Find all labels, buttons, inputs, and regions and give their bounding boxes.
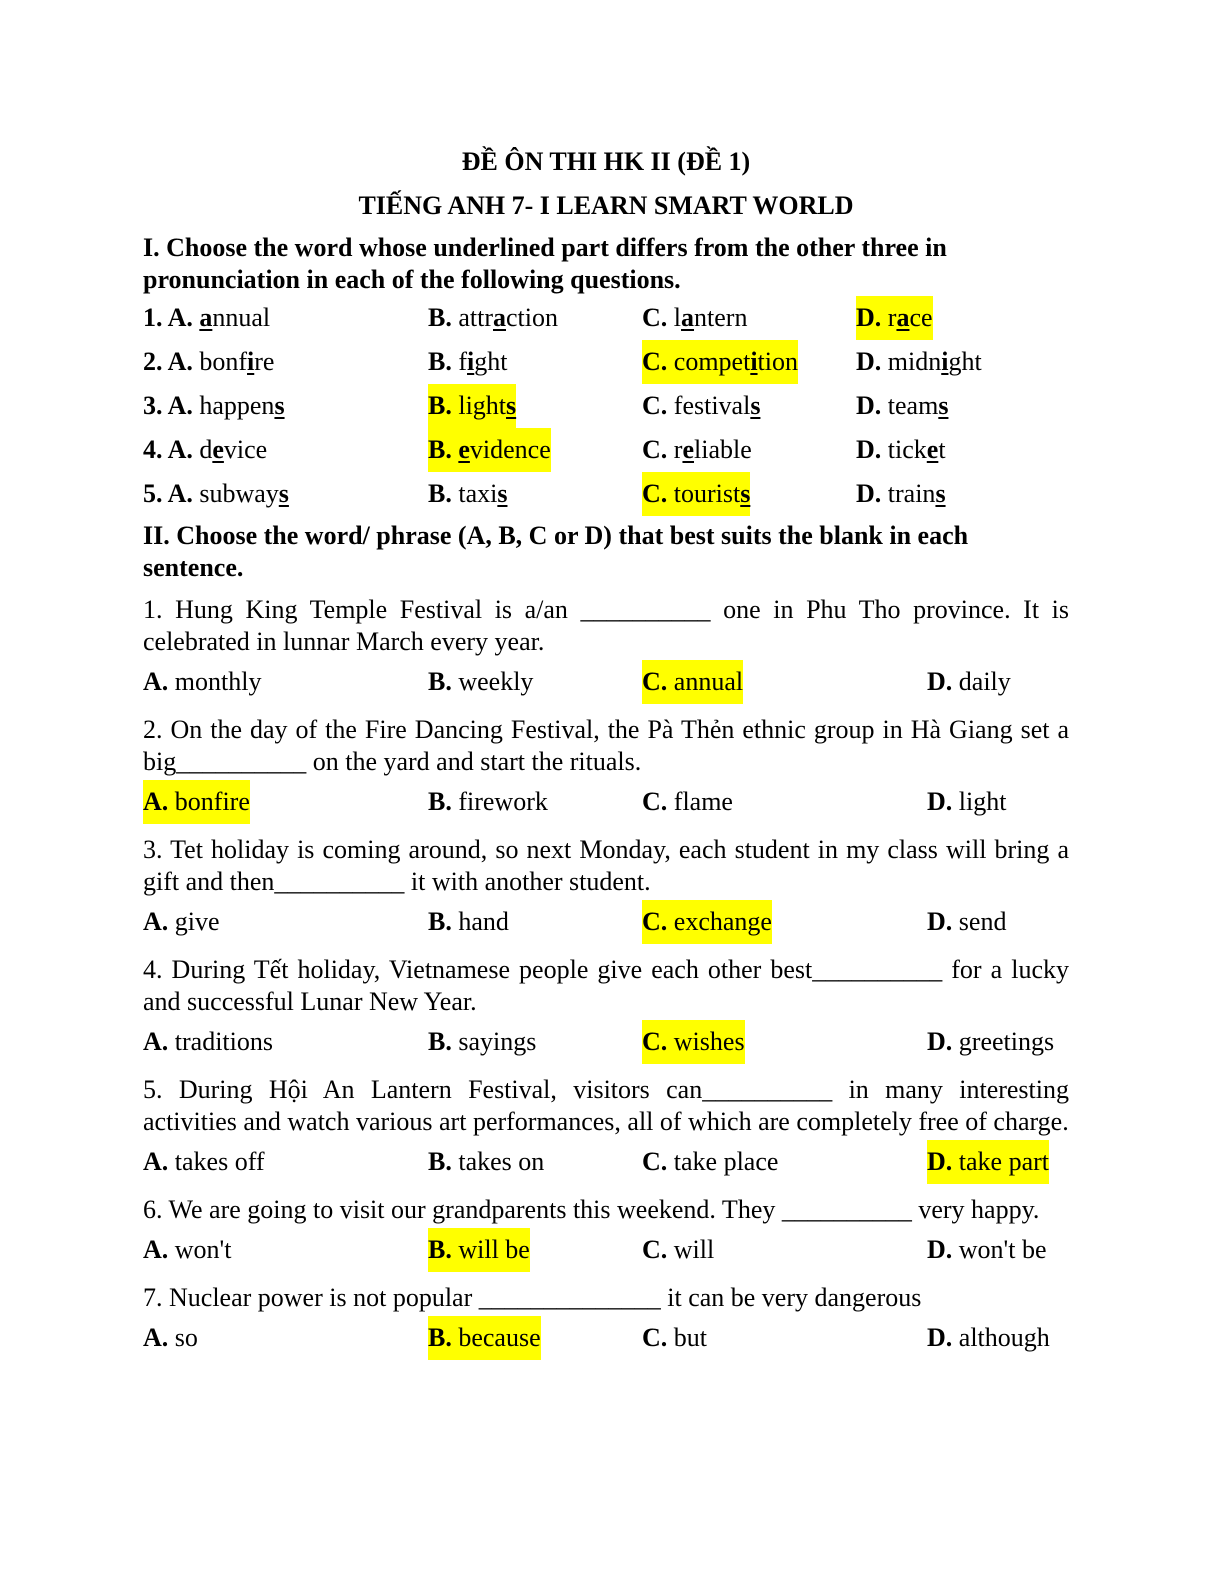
- option-text: bonfire: [168, 787, 250, 816]
- option-text: takes on: [451, 1147, 545, 1176]
- option-b: [428, 428, 551, 472]
- option-label: B.: [428, 1323, 452, 1352]
- option-label: A.: [143, 667, 169, 696]
- answer-options: [143, 780, 1069, 824]
- underlined-part: a: [896, 303, 910, 332]
- option-a: [143, 296, 270, 340]
- option-label: C.: [642, 787, 668, 816]
- question-text: 2. On the day of the Fire Dancing Festival, the Pà Thẻn ethnic group in Hà Giang set a big__________ on the yard and start the rituals.: [143, 715, 1069, 776]
- word-part: subway: [199, 479, 279, 508]
- word-part: ght: [474, 347, 508, 376]
- underlined-part: a: [199, 303, 213, 332]
- option-d: [856, 384, 948, 428]
- option-label: 1. A.: [143, 303, 200, 332]
- word-part: r: [887, 303, 897, 332]
- option-label: B.: [428, 347, 459, 376]
- option-a: [143, 428, 267, 472]
- word-part: taxi: [458, 479, 498, 508]
- option-d: [856, 472, 946, 516]
- underlined-part: a: [493, 303, 506, 332]
- option-c: [642, 780, 733, 824]
- option-c: [642, 340, 798, 384]
- underlined-part: e: [212, 435, 224, 464]
- underlined-part: e: [926, 435, 939, 464]
- option-b: [428, 1020, 536, 1064]
- underlined-part: i: [467, 347, 475, 376]
- option-label: B.: [428, 479, 459, 508]
- multiple-choice-questions: [143, 594, 1069, 1360]
- option-b: [428, 1140, 544, 1184]
- option-text: light: [952, 787, 1007, 816]
- option-text: won't: [168, 1235, 232, 1264]
- option-label: C.: [642, 907, 668, 936]
- option-label: D.: [927, 1027, 953, 1056]
- option-label: D.: [856, 347, 888, 376]
- word-part: t: [938, 435, 946, 464]
- word-part: vidence: [469, 435, 551, 464]
- option-label: D.: [856, 479, 888, 508]
- underlined-part: s: [497, 479, 508, 508]
- option-text: take place: [667, 1147, 779, 1176]
- underlined-part: s: [274, 391, 285, 420]
- word-part: re: [254, 347, 275, 376]
- option-text: wishes: [667, 1027, 745, 1056]
- word-part: r: [673, 435, 683, 464]
- word-part: tourist: [673, 479, 741, 508]
- option-label: D.: [927, 907, 953, 936]
- word-part: train: [887, 479, 936, 508]
- option-text: exchange: [667, 907, 772, 936]
- question-text: 3. Tet holiday is coming around, so next Monday, each student in my class will bring a gift and then__________ it with another student.: [143, 835, 1069, 896]
- option-label: D.: [856, 303, 888, 332]
- underlined-part: s: [935, 479, 946, 508]
- underlined-part: s: [938, 391, 949, 420]
- option-label: C.: [642, 479, 674, 508]
- word-part: team: [887, 391, 939, 420]
- option-text: give: [168, 907, 220, 936]
- option-c: [642, 1140, 778, 1184]
- option-d: [927, 1140, 1049, 1184]
- option-text: daily: [952, 667, 1011, 696]
- option-label: D.: [856, 435, 888, 464]
- option-label: D.: [927, 667, 953, 696]
- exam-title: ĐỀ ÔN THI HK II (ĐỀ 1): [461, 147, 751, 176]
- option-label: B.: [428, 1235, 452, 1264]
- answer-options: [143, 1228, 1069, 1272]
- option-label: C.: [642, 1235, 668, 1264]
- option-a: [143, 660, 261, 704]
- option-b: [428, 900, 509, 944]
- option-b: [428, 780, 548, 824]
- question-text: 5. During Hội An Lantern Festival, visitors can__________ in many interesting activities and watch various art performances, all of which are completely free of charge.: [143, 1075, 1069, 1136]
- option-d: [856, 340, 982, 384]
- pronunciation-questions: [143, 296, 1069, 516]
- answer-options: [143, 1140, 1069, 1184]
- option-d: [856, 296, 933, 340]
- word-part: liable: [694, 435, 752, 464]
- option-label: B.: [428, 1027, 452, 1056]
- word-part: festival: [673, 391, 751, 420]
- option-label: D.: [927, 1323, 953, 1352]
- option-text: monthly: [168, 667, 262, 696]
- option-text: will be: [451, 1235, 530, 1264]
- underlined-part: e: [458, 435, 470, 464]
- word-part: ction: [506, 303, 558, 332]
- option-text: firework: [451, 787, 548, 816]
- word-part: attr: [458, 303, 493, 332]
- option-c: [642, 1316, 707, 1360]
- underlined-part: a: [681, 303, 695, 332]
- option-text: because: [451, 1323, 541, 1352]
- pronunciation-row: [143, 384, 1069, 428]
- underlined-part: i: [750, 347, 758, 376]
- option-label: A.: [143, 1235, 169, 1264]
- option-label: 5. A.: [143, 479, 200, 508]
- option-label: B.: [428, 391, 459, 420]
- underlined-part: i: [247, 347, 255, 376]
- word-part: midn: [887, 347, 942, 376]
- pronunciation-row: [143, 428, 1069, 472]
- underlined-part: s: [740, 479, 751, 508]
- option-a: [143, 780, 250, 824]
- option-c: [642, 296, 747, 340]
- answer-options: [143, 660, 1069, 704]
- question-text: 6. We are going to visit our grandparents this weekend. They __________ very happy.: [143, 1195, 1040, 1224]
- option-label: B.: [428, 787, 452, 816]
- word-part: nnual: [212, 303, 271, 332]
- option-a: [143, 340, 274, 384]
- option-label: A.: [143, 1323, 169, 1352]
- option-label: C.: [642, 303, 674, 332]
- option-d: [927, 780, 1006, 824]
- option-text: hand: [451, 907, 509, 936]
- option-text: won't be: [952, 1235, 1047, 1264]
- answer-options: [143, 900, 1069, 944]
- question-text: 4. During Tết holiday, Vietnamese people give each other best__________ for a lucky and successful Lunar New Year.: [143, 955, 1069, 1016]
- option-text: take part: [952, 1147, 1050, 1176]
- option-b: [428, 472, 507, 516]
- option-c: [642, 900, 772, 944]
- option-b: [428, 384, 516, 428]
- option-b: [428, 660, 533, 704]
- word-part: f: [458, 347, 468, 376]
- option-c: [642, 1228, 714, 1272]
- word-part: bonf: [199, 347, 248, 376]
- word-part: l: [673, 303, 682, 332]
- option-label: 3. A.: [143, 391, 200, 420]
- word-part: tick: [887, 435, 927, 464]
- option-a: [143, 1140, 265, 1184]
- underlined-part: s: [506, 391, 517, 420]
- word-part: ght: [948, 347, 982, 376]
- answer-options: [143, 1316, 1069, 1360]
- option-label: D.: [856, 391, 888, 420]
- option-label: C.: [642, 391, 674, 420]
- option-text: sayings: [451, 1027, 537, 1056]
- option-label: B.: [428, 435, 459, 464]
- option-a: [143, 1020, 273, 1064]
- option-label: 4. A.: [143, 435, 200, 464]
- option-d: [856, 428, 946, 472]
- option-d: [927, 660, 1011, 704]
- underlined-part: s: [750, 391, 761, 420]
- word-part: d: [199, 435, 213, 464]
- option-b: [428, 1228, 530, 1272]
- question-text: 1. Hung King Temple Festival is a/an __________ one in Phu Tho province. It is celebrated in lunnar March every year.: [143, 595, 1069, 656]
- option-a: [143, 384, 285, 428]
- option-label: D.: [927, 1235, 953, 1264]
- option-c: [642, 1020, 745, 1064]
- word-part: vice: [223, 435, 268, 464]
- option-c: [642, 428, 752, 472]
- option-d: [927, 1228, 1047, 1272]
- option-label: C.: [642, 435, 674, 464]
- underlined-part: i: [941, 347, 949, 376]
- option-text: will: [667, 1235, 715, 1264]
- word-part: compet: [673, 347, 751, 376]
- answer-options: [143, 1020, 1069, 1064]
- option-label: C.: [642, 1147, 668, 1176]
- option-c: [642, 384, 760, 428]
- option-text: greetings: [952, 1027, 1055, 1056]
- option-text: annual: [667, 667, 744, 696]
- option-d: [927, 1316, 1050, 1360]
- option-b: [428, 340, 507, 384]
- word-part: ntern: [694, 303, 748, 332]
- option-label: A.: [143, 907, 169, 936]
- option-text: send: [952, 907, 1007, 936]
- option-c: [642, 660, 743, 704]
- option-label: C.: [642, 347, 674, 376]
- word-part: tion: [757, 347, 798, 376]
- option-a: [143, 1316, 198, 1360]
- option-label: B.: [428, 907, 452, 936]
- option-label: D.: [927, 1147, 953, 1176]
- option-a: [143, 472, 289, 516]
- option-a: [143, 900, 220, 944]
- option-text: flame: [667, 787, 733, 816]
- option-d: [927, 1020, 1054, 1064]
- option-label: 2. A.: [143, 347, 200, 376]
- option-text: takes off: [168, 1147, 265, 1176]
- section-1-heading: I. Choose the word whose underlined part differs from the other three in pronunciation in each of the following questions.: [143, 233, 947, 294]
- question-text: 7. Nuclear power is not popular ______________ it can be very dangerous: [143, 1283, 922, 1312]
- option-text: weekly: [451, 667, 534, 696]
- word-part: ce: [909, 303, 933, 332]
- option-label: C.: [642, 667, 668, 696]
- option-b: [428, 296, 558, 340]
- exam-subtitle: TIẾNG ANH 7- I LEARN SMART WORLD: [358, 191, 854, 220]
- underlined-part: s: [278, 479, 289, 508]
- option-a: [143, 1228, 231, 1272]
- option-label: C.: [642, 1323, 668, 1352]
- option-text: so: [168, 1323, 198, 1352]
- section-2-heading: II. Choose the word/ phrase (A, B, C or D) that best suits the blank in each sentence.: [143, 521, 969, 582]
- exam-page: [143, 140, 1069, 1360]
- option-text: traditions: [168, 1027, 273, 1056]
- option-c: [642, 472, 750, 516]
- option-label: D.: [927, 787, 953, 816]
- option-b: [428, 1316, 541, 1360]
- pronunciation-row: [143, 296, 1069, 340]
- option-label: B.: [428, 667, 452, 696]
- underlined-part: e: [682, 435, 694, 464]
- option-label: C.: [642, 1027, 668, 1056]
- option-text: but: [667, 1323, 708, 1352]
- option-label: B.: [428, 303, 459, 332]
- option-label: A.: [143, 787, 169, 816]
- option-text: although: [952, 1323, 1050, 1352]
- pronunciation-row: [143, 340, 1069, 384]
- word-part: light: [458, 391, 507, 420]
- option-label: A.: [143, 1027, 169, 1056]
- word-part: happen: [199, 391, 275, 420]
- pronunciation-row: [143, 472, 1069, 516]
- option-d: [927, 900, 1006, 944]
- option-label: B.: [428, 1147, 452, 1176]
- option-label: A.: [143, 1147, 169, 1176]
